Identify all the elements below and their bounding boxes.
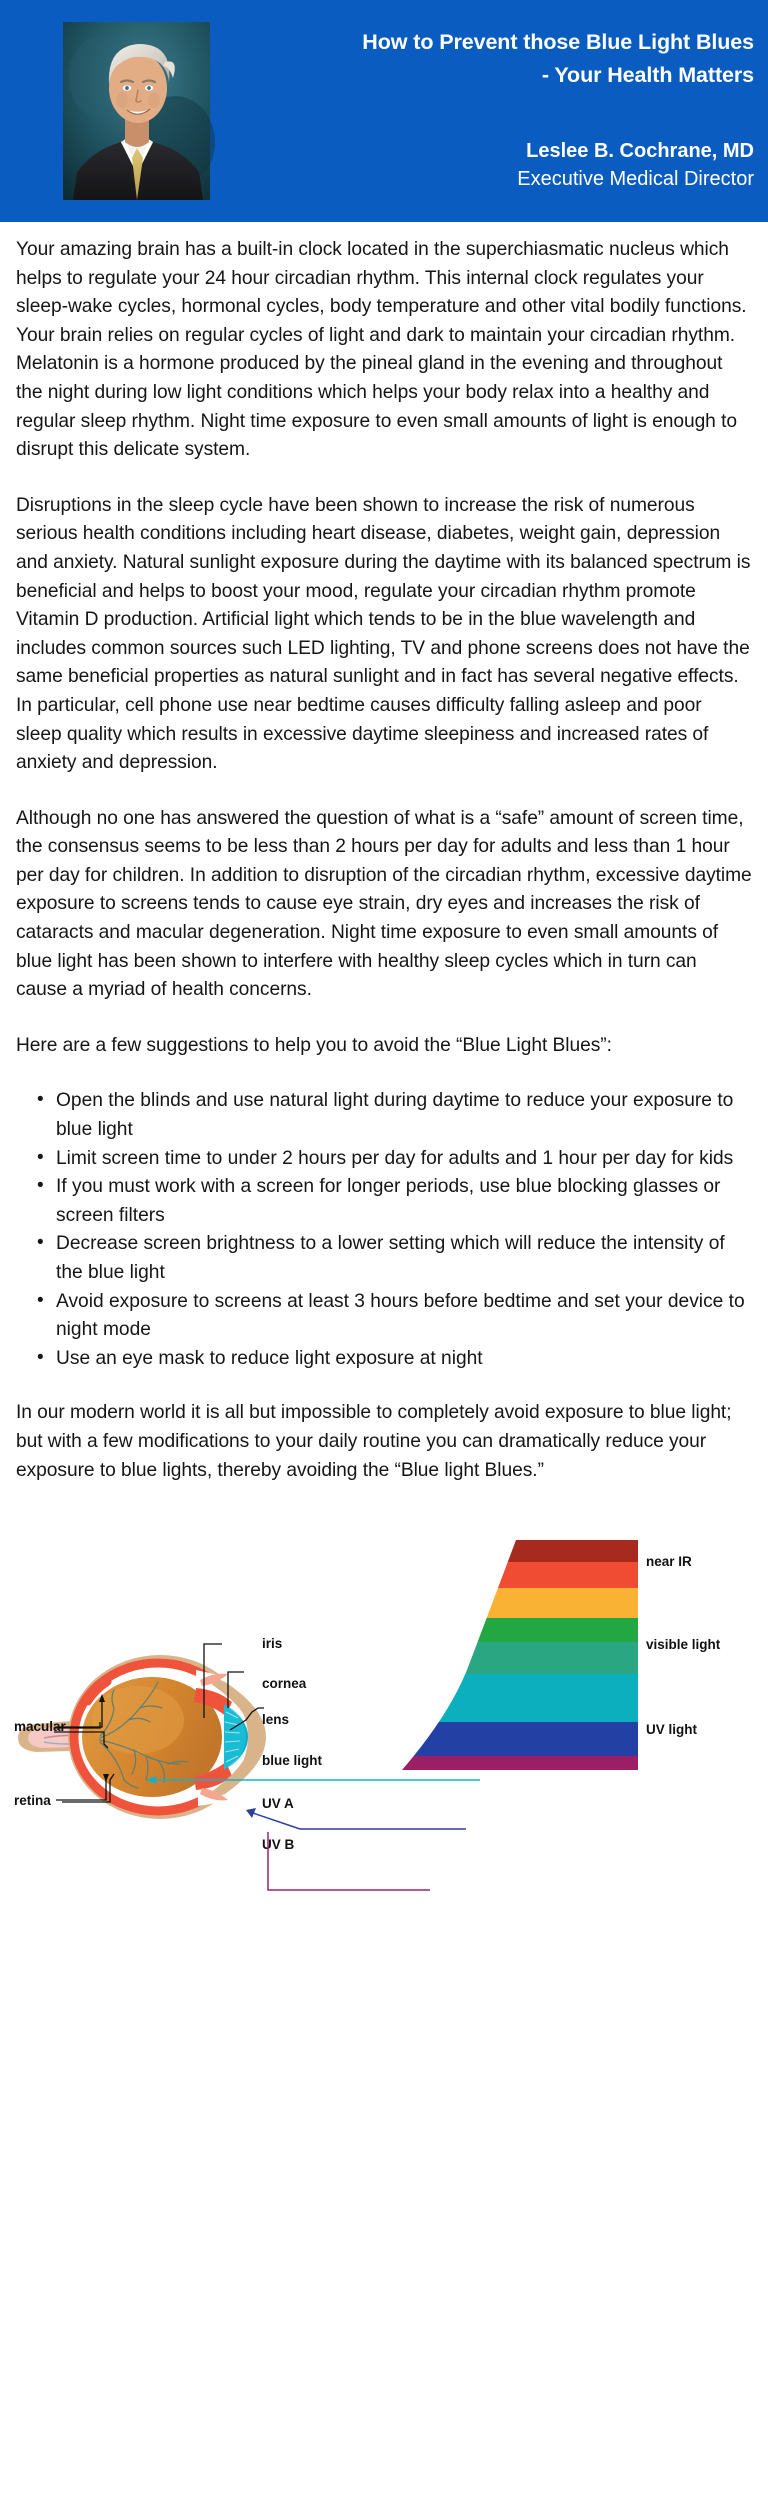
eye-label-iris: iris xyxy=(262,1636,283,1652)
list-item: • If you must work with a screen for longer periods, use blue blocking glasses or screen filters xyxy=(54,1173,752,1230)
spectrum-band-red xyxy=(380,1562,650,1588)
spectrum-label-uv-light: UV light xyxy=(646,1722,697,1738)
list-item: • Decrease screen brightness to a lower setting which will reduce the intensity of the blue light xyxy=(54,1230,752,1287)
article-header xyxy=(0,0,768,222)
author-name: Leslee B. Cochrane, MD xyxy=(526,140,754,162)
spectrum-band-magenta xyxy=(380,1756,650,1802)
tips-list xyxy=(16,1087,752,1373)
article-title-line2: - Your Health Matters xyxy=(541,63,754,87)
list-item: • Use an eye mask to reduce light exposure at night xyxy=(54,1345,752,1374)
eye-label-uv-a: UV A xyxy=(262,1796,294,1812)
spectrum-band-orange xyxy=(380,1588,650,1618)
paragraph-1: Your amazing brain has a built-in clock located in the superchiasmatic nucleus which helps to regulate your 24 hour circadian rhythm. This internal clock regulates your sleep-wake cycles, hormonal cycles, body temperature and other vital bodily functions. Your brain relies on regular cycles of light and dark to maintain your circadian rhythm. Melatonin is a hormone produced by the pineal gland in the evening and throughout the night during low light conditions which helps your body relax into a healthy and regular sleep rhythm. Night time exposure to even small amounts of light is enough to disrupt this delicate system. xyxy=(16,239,747,461)
eye-light-spectrum-diagram xyxy=(0,1512,768,1853)
spectrum-band-teal xyxy=(380,1642,650,1674)
author-portrait-photo xyxy=(63,22,210,200)
paragraph-4-intro: Here are a few suggestions to help you to avoid the “Blue Light Blues”: xyxy=(16,1034,612,1056)
list-item: • Avoid exposure to screens at least 3 hours before bedtime and set your device to night mode xyxy=(54,1288,752,1345)
spectrum-band-cyan xyxy=(380,1674,650,1722)
eye-label-uv-b: UV B xyxy=(262,1837,295,1853)
article-body xyxy=(0,222,768,1485)
eye-label-retina: retina xyxy=(14,1793,51,1809)
spectrum-label-visible-light: visible light xyxy=(646,1637,721,1653)
spectrum-band-green xyxy=(380,1618,650,1642)
article-title xyxy=(215,26,754,92)
list-item: • Limit screen time to under 2 hours per day for adults and 1 hour per day for kids xyxy=(54,1145,752,1174)
eye-label-macular: macular xyxy=(14,1719,66,1735)
spectrum-band-blue xyxy=(380,1722,650,1756)
article-title-line1: How to Prevent those Blue Light Blues xyxy=(362,30,754,54)
eye-label-cornea: cornea xyxy=(262,1676,307,1692)
header-text-block xyxy=(215,0,754,222)
paragraph-2: Disruptions in the sleep cycle have been shown to increase the risk of numerous serious health conditions including heart disease, diabetes, weight gain, depression and anxiety. Natural sunlight exposure during the daytime with its balanced spectrum is beneficial and helps to boost your mood, regulate your circadian rhythm promote Vitamin D production. Artificial light which tends to be in the blue wavelength and includes common sources such LED lighting, TV and phone screens does not have the same beneficial properties as natural sunlight and in fact has several negative effects. In particular, cell phone use near bedtime causes difficulty falling asleep and poor sleep quality which results in excessive daytime sleepiness and increased rates of anxiety and depression. xyxy=(16,494,751,774)
closing-paragraph: In our modern world it is all but impossible to completely avoid exposure to blue light; but with a few modifications to your daily routine you can dramatically reduce your exposure to blue lights, thereby avoiding the “Blue light Blues.” xyxy=(16,1402,732,1481)
author-role: Executive Medical Director xyxy=(517,168,754,190)
eye-anatomy-illustration xyxy=(18,1655,266,1819)
light-spectrum-bands xyxy=(380,1532,650,1802)
list-item: • Open the blinds and use natural light during daytime to reduce your exposure to blue light xyxy=(54,1087,752,1144)
eye-label-blue-light: blue light xyxy=(262,1753,322,1769)
spectrum-label-near-ir: near IR xyxy=(646,1554,692,1570)
paragraph-3: Although no one has answered the question of what is a “safe” amount of screen time, the consensus seems to be less than 2 hours per day for adults and less than 1 hour per day for children. In addition to disruption of the circadian rhythm, excessive daytime exposure to screens tends to cause eye strain, dry eyes and increases the risk of cataracts and macular degeneration. Night time exposure to even small amounts of blue light has been shown to interfere with healthy sleep cycles which in turn can cause a myriad of health concerns. xyxy=(16,807,752,1001)
spectrum-band-near-infrared xyxy=(380,1532,650,1562)
eye-label-lens: lens xyxy=(262,1712,290,1728)
